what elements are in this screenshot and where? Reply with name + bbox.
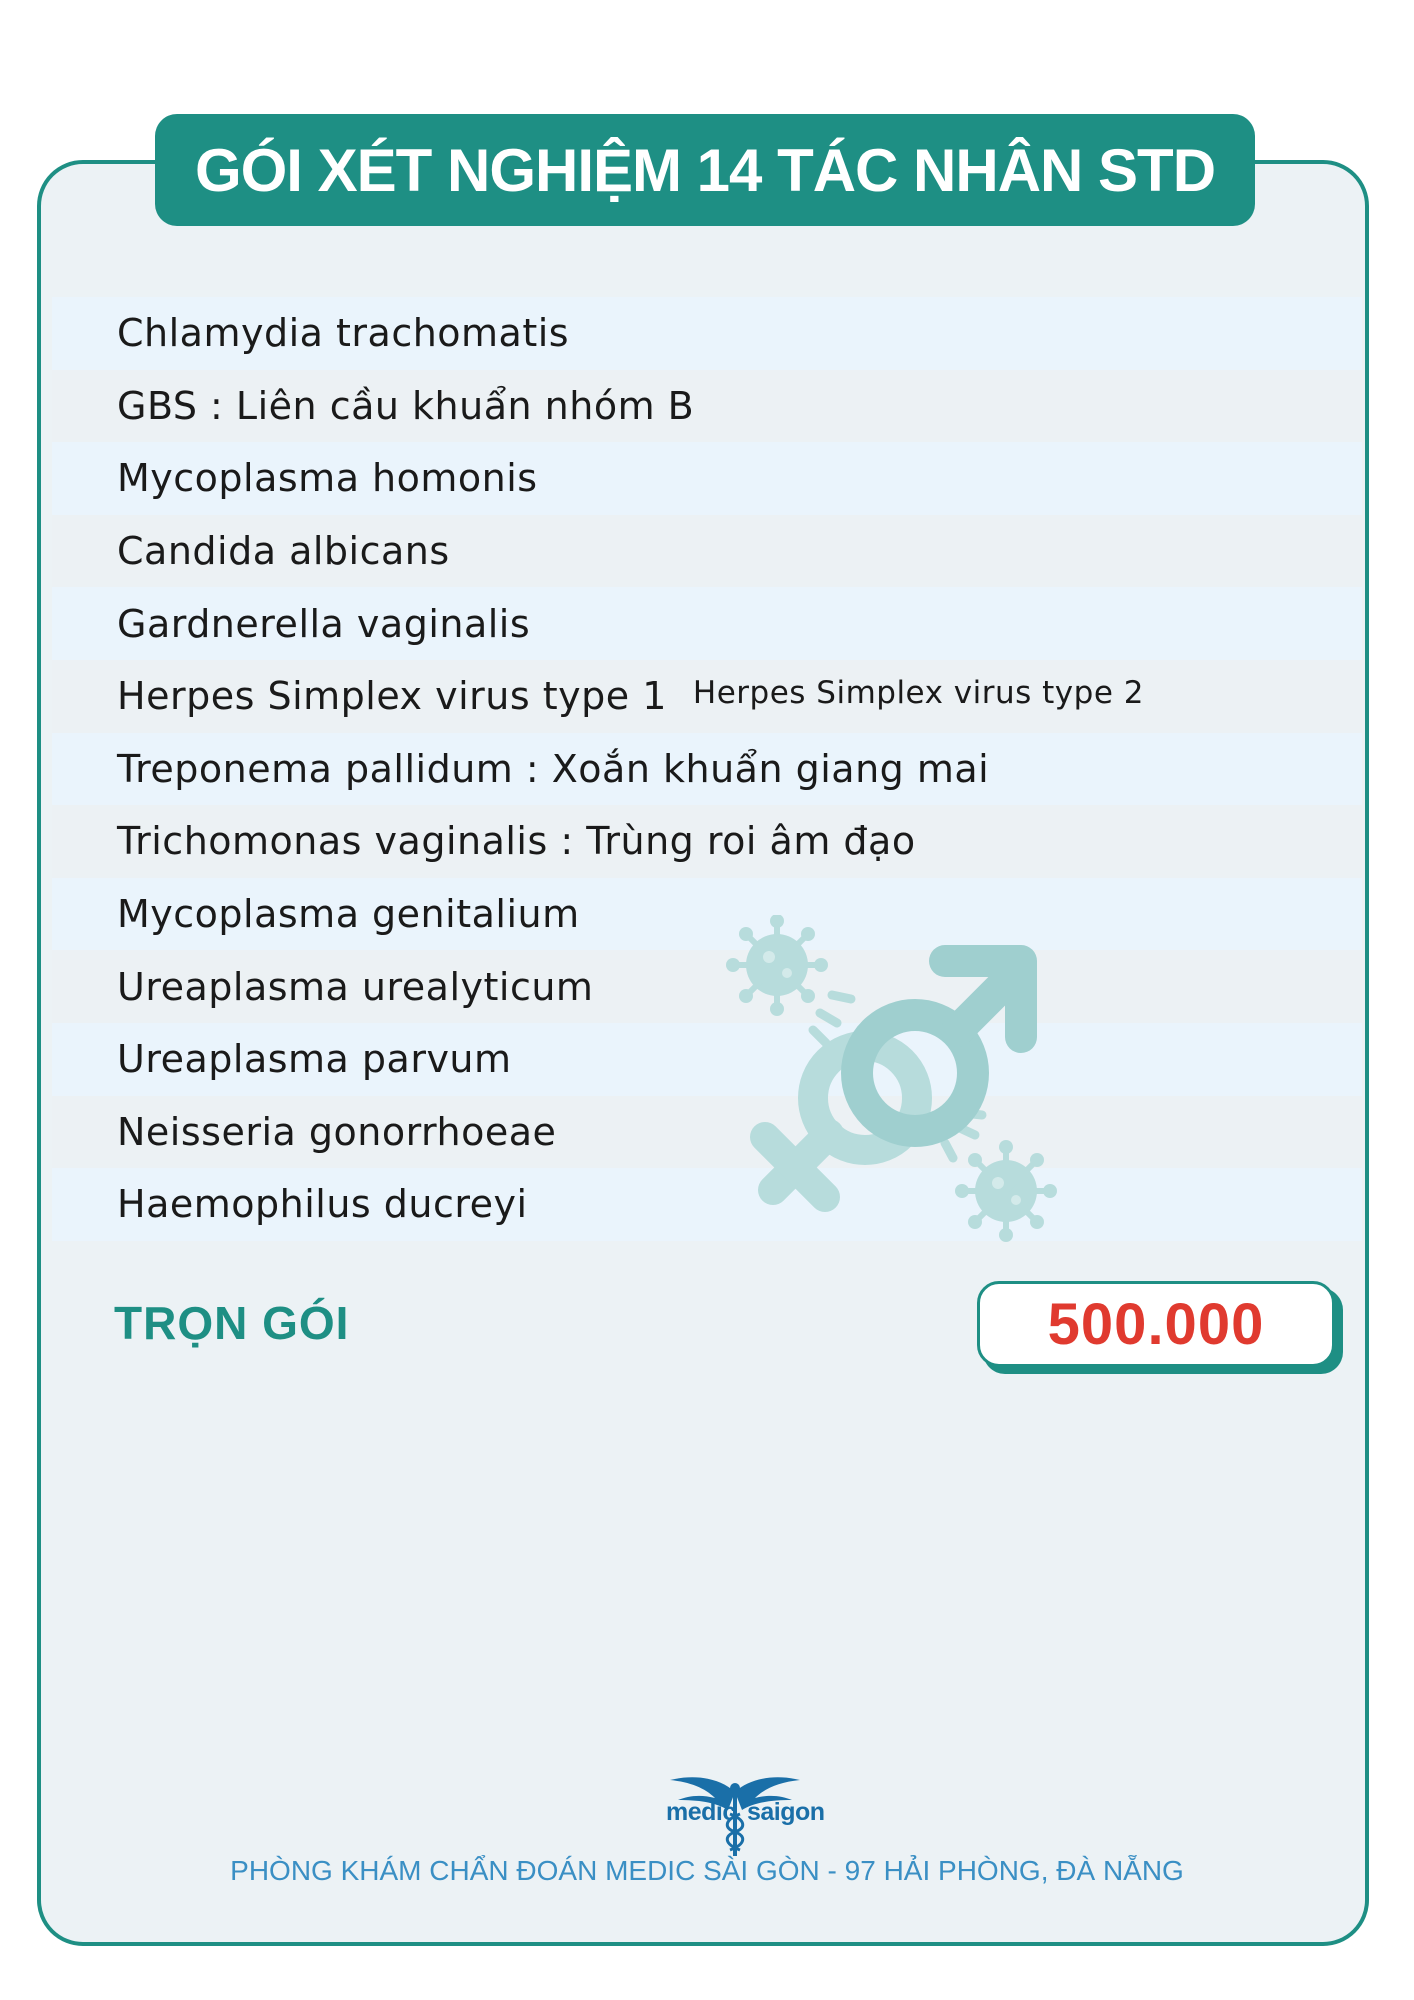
- test-name: Chlamydia trachomatis: [117, 311, 570, 356]
- test-name: Mycoplasma homonis: [117, 456, 538, 501]
- test-name: Herpes Simplex virus type 1: [117, 674, 667, 719]
- list-item: [52, 442, 1362, 515]
- list-item: [52, 370, 1362, 443]
- test-name: Trichomonas vaginalis : Trùng roi âm đạo: [117, 819, 916, 864]
- test-name: Ureaplasma parvum: [117, 1037, 512, 1082]
- list-item: [52, 805, 1362, 878]
- price-badge: [977, 1281, 1335, 1367]
- male-symbol-icon: [857, 961, 1021, 1131]
- std-virus-illustration: [725, 915, 1065, 1250]
- test-name: Neisseria gonorrhoeae: [117, 1109, 557, 1154]
- list-item: [52, 297, 1362, 370]
- test-name: Candida albicans: [117, 529, 450, 574]
- list-item: [52, 950, 1362, 1023]
- test-list: [52, 297, 1362, 1241]
- test-name: Haemophilus ducreyi: [117, 1182, 528, 1227]
- title-banner: [155, 114, 1255, 226]
- logo-text-saigon: saigon: [747, 1798, 825, 1826]
- list-item: [52, 660, 1362, 733]
- list-item: [52, 587, 1362, 660]
- virus-icon: [726, 915, 828, 1016]
- list-item: [52, 878, 1362, 951]
- test-name-extra: Herpes Simplex virus type 2: [692, 675, 1144, 712]
- price-value: 500.000: [1047, 1291, 1265, 1357]
- test-name: Ureaplasma urealyticum: [117, 964, 594, 1009]
- list-item: [52, 733, 1362, 806]
- package-label: TRỌN GÓI: [114, 1297, 350, 1349]
- page-title: GÓI XÉT NGHIỆM 14 TÁC NHÂN STD: [194, 136, 1216, 204]
- list-item: [52, 1023, 1362, 1096]
- test-name: Mycoplasma genitalium: [117, 892, 580, 937]
- virus-icon: [955, 1140, 1057, 1242]
- test-name: GBS : Liên cầu khuẩn nhóm B: [117, 383, 695, 428]
- list-item: [52, 1096, 1362, 1169]
- list-item: [52, 515, 1362, 588]
- list-item: [52, 1168, 1362, 1241]
- test-name: Gardnerella vaginalis: [117, 601, 531, 646]
- footer-address: PHÒNG KHÁM CHẨN ĐOÁN MEDIC SÀI GÒN - 97 HẢI PHÒNG, ĐÀ NẴNG: [230, 1855, 1184, 1886]
- test-name: Treponema pallidum : Xoắn khuẩn giang mai: [117, 746, 990, 791]
- logo-text-medic: medic: [666, 1798, 736, 1826]
